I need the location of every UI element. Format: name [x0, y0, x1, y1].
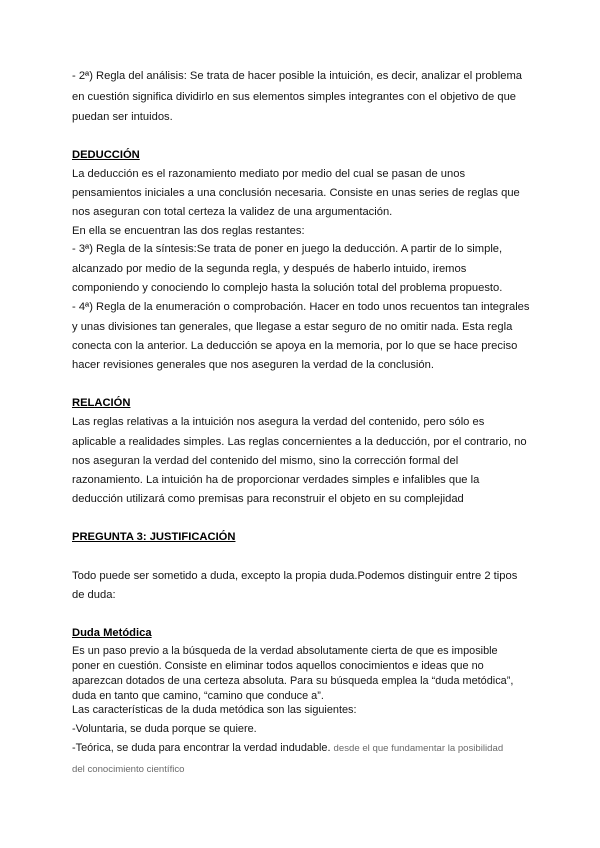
duda-line-3: aparezcan dotados de una certeza absoluta. Para su búsqueda emplea la “duda metódica”, — [72, 675, 514, 687]
deduccion-line-4: En ella se encuentran las dos reglas restantes: — [72, 225, 305, 237]
analisis-line-2: en cuestión significa dividirlo en sus elementos simples integrantes con el objetivo de que — [72, 91, 517, 103]
relacion-line-4: razonamiento. La intuición ha de proporcionar verdades simples e infalibles que la — [72, 474, 480, 486]
pregunta3-heading: PREGUNTA 3: JUSTIFICACIÓN — [72, 531, 236, 543]
deduccion-line-5: - 3ª) Regla de la síntesis:Se trata de poner en juego la deducción. A partir de lo simple, — [72, 243, 503, 255]
deduccion-line-1: La deducción es el razonamiento mediato por medio del cual se pasan de unos — [72, 168, 466, 180]
deduccion-line-10: conecta con la anterior. La deducción se apoya en la memoria, por lo que se hace preciso — [72, 340, 518, 352]
duda-line-2: poner en cuestión. Consiste en eliminar todos aquellos conocimientos e ideas que no — [72, 660, 484, 672]
deduccion-line-3: nos aseguran con total certeza la validez de una argumentación. — [72, 206, 393, 218]
deduccion-line-6: alcanzado por medio de la segunda regla, y después de haberlo intuido, iremos — [72, 263, 467, 275]
duda-line-4: duda en tanto que camino, “camino que conduce a”. — [72, 690, 324, 702]
duda-line-6: -Voluntaria, se duda porque se quiere. — [72, 723, 257, 735]
deduccion-line-11: hacer revisiones generales que nos aseguren la verdad de la conclusión. — [72, 359, 434, 371]
deduccion-line-7: componiendo y conociendo lo complejo hasta la solución total del problema propuesto. — [72, 282, 503, 294]
relacion-line-3: nos aseguran la verdad del contenido del mismo, sino la corrección formal del — [72, 455, 459, 467]
pregunta3-line-2: de duda: — [72, 589, 116, 601]
teorica-main-text: -Teórica, se duda para encontrar la verdad indudable. — [72, 742, 331, 754]
analisis-line-3: puedan ser intuidos. — [72, 111, 173, 123]
pregunta3-line-1: Todo puede ser sometido a duda, excepto la propia duda.Podemos distinguir entre 2 tipos — [72, 570, 518, 582]
deduccion-line-2: pensamientos iniciales a una conclusión necesaria. Consiste en unas series de reglas que — [72, 187, 520, 199]
relacion-line-1: Las reglas relativas a la intuición nos asegura la verdad del contenido, pero sólo es — [72, 416, 485, 428]
analisis-line-1: - 2ª) Regla del análisis: Se trata de hacer posible la intuición, es decir, analizar el problema — [72, 70, 523, 82]
teorica-note-text: desde el que fundamentar la posibilidad — [333, 743, 504, 754]
deduccion-line-9: y unas divisiones tan generales, que llegase a estar seguro de no omitir nada. Esta regla — [72, 321, 513, 333]
deduccion-heading: DEDUCCIÓN — [72, 149, 140, 161]
relacion-line-5: deducción utilizará como premisas para reconstruir el objeto en su complejidad — [72, 493, 464, 505]
duda-metodica-heading: Duda Metódica — [72, 627, 152, 639]
teorica-note-continued: del conocimiento científico — [72, 764, 185, 775]
duda-line-1: Es un paso previo a la búsqueda de la verdad absolutamente cierta de que es imposible — [72, 645, 498, 657]
relacion-heading: RELACIÓN — [72, 397, 131, 409]
relacion-line-2: aplicable a realidades simples. Las reglas concernientes a la deducción, por el contrario, no — [72, 436, 527, 448]
deduccion-line-8: - 4ª) Regla de la enumeración o comprobación. Hacer en todo unos recuentos tan integrales — [72, 301, 530, 313]
duda-line-5: Las características de la duda metódica son las siguientes: — [72, 704, 357, 716]
duda-line-7 — [72, 742, 503, 754]
